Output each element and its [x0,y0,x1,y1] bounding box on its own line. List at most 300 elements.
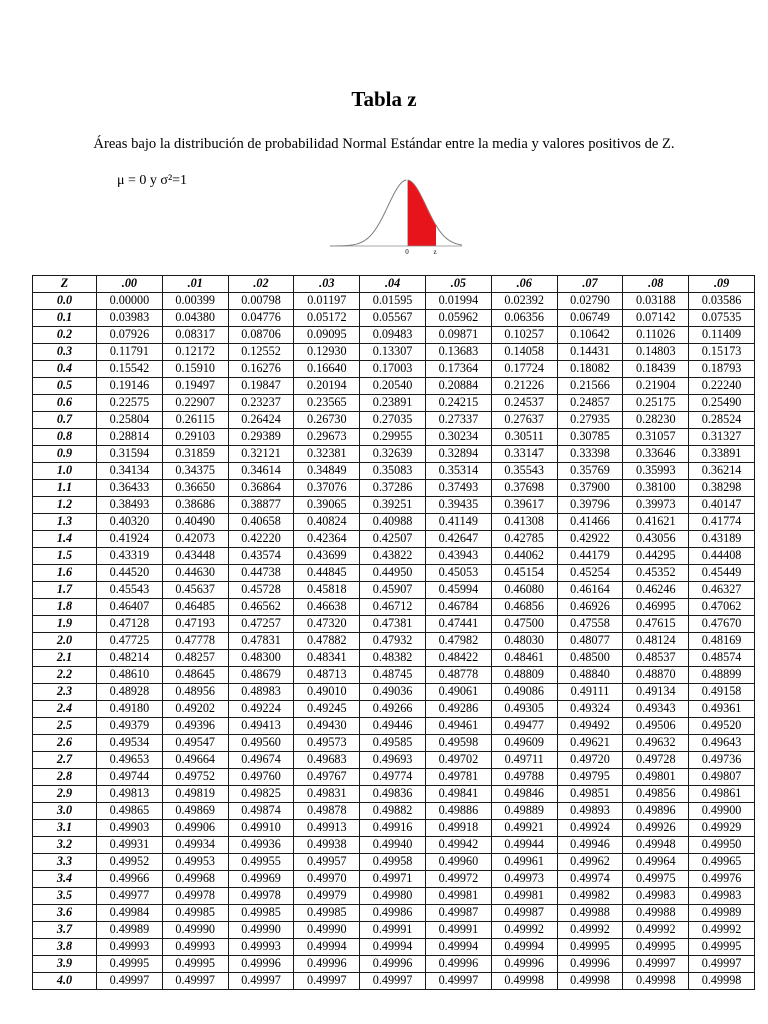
probability-cell: 0.29389 [228,429,294,446]
probability-cell: 0.49994 [294,939,360,956]
probability-cell: 0.49996 [294,956,360,973]
probability-cell: 0.15173 [689,344,755,361]
table-row [33,956,755,973]
distribution-parameters: μ = 0 y σ²=1 [117,173,188,188]
probability-cell: 0.33147 [491,446,557,463]
probability-cell: 0.49964 [623,854,689,871]
table-row [33,344,755,361]
column-header: .03 [294,276,360,293]
probability-cell: 0.49991 [360,922,426,939]
probability-cell: 0.49158 [689,684,755,701]
probability-cell: 0.38493 [97,497,163,514]
z-value-cell: 0.1 [33,310,97,327]
probability-cell: 0.34849 [294,463,360,480]
probability-cell: 0.49931 [97,837,163,854]
probability-cell: 0.48124 [623,633,689,650]
probability-cell: 0.49950 [689,837,755,854]
table-row [33,565,755,582]
probability-cell: 0.40824 [294,514,360,531]
probability-cell: 0.49361 [689,701,755,718]
probability-cell: 0.48257 [162,650,228,667]
z-value-cell: 0.3 [33,344,97,361]
probability-cell: 0.49180 [97,701,163,718]
probability-cell: 0.49744 [97,769,163,786]
probability-cell: 0.48537 [623,650,689,667]
probability-cell: 0.46407 [97,599,163,616]
table-row [33,293,755,310]
probability-cell: 0.48574 [689,650,755,667]
z-value-cell: 0.2 [33,327,97,344]
probability-cell: 0.49461 [425,718,491,735]
probability-cell: 0.49893 [557,803,623,820]
probability-cell: 0.17003 [360,361,426,378]
table-row [33,378,755,395]
probability-cell: 0.48928 [97,684,163,701]
probability-cell: 0.32639 [360,446,426,463]
probability-cell: 0.49987 [425,905,491,922]
probability-cell: 0.43448 [162,548,228,565]
probability-cell: 0.20540 [360,378,426,395]
probability-cell: 0.47982 [425,633,491,650]
probability-cell: 0.19146 [97,378,163,395]
probability-cell: 0.49996 [425,956,491,973]
table-row [33,803,755,820]
probability-cell: 0.16640 [294,361,360,378]
z-value-cell: 1.9 [33,616,97,633]
probability-cell: 0.45637 [162,582,228,599]
probability-cell: 0.33646 [623,446,689,463]
probability-cell: 0.49998 [623,973,689,990]
probability-cell: 0.09095 [294,327,360,344]
probability-cell: 0.49801 [623,769,689,786]
probability-cell: 0.26424 [228,412,294,429]
table-row [33,786,755,803]
probability-cell: 0.49224 [228,701,294,718]
probability-cell: 0.34375 [162,463,228,480]
probability-cell: 0.41466 [557,514,623,531]
probability-cell: 0.41308 [491,514,557,531]
probability-cell: 0.24537 [491,395,557,412]
probability-cell: 0.49982 [557,888,623,905]
probability-cell: 0.49989 [689,905,755,922]
probability-cell: 0.17724 [491,361,557,378]
probability-cell: 0.49379 [97,718,163,735]
probability-cell: 0.49994 [491,939,557,956]
probability-cell: 0.27337 [425,412,491,429]
probability-cell: 0.36214 [689,463,755,480]
probability-cell: 0.47500 [491,616,557,633]
probability-cell: 0.26115 [162,412,228,429]
probability-cell: 0.31327 [689,429,755,446]
probability-cell: 0.44408 [689,548,755,565]
probability-cell: 0.27035 [360,412,426,429]
table-row [33,412,755,429]
probability-cell: 0.49086 [491,684,557,701]
probability-cell: 0.49996 [557,956,623,973]
probability-cell: 0.26730 [294,412,360,429]
probability-cell: 0.49934 [162,837,228,854]
probability-cell: 0.49788 [491,769,557,786]
probability-cell: 0.49861 [689,786,755,803]
probability-cell: 0.49969 [228,871,294,888]
probability-cell: 0.49711 [491,752,557,769]
probability-cell: 0.06356 [491,310,557,327]
probability-cell: 0.49994 [425,939,491,956]
probability-cell: 0.14058 [491,344,557,361]
probability-cell: 0.49981 [425,888,491,905]
probability-cell: 0.49795 [557,769,623,786]
probability-cell: 0.44295 [623,548,689,565]
probability-cell: 0.42647 [425,531,491,548]
probability-cell: 0.46562 [228,599,294,616]
probability-cell: 0.49910 [228,820,294,837]
probability-cell: 0.45994 [425,582,491,599]
probability-cell: 0.03586 [689,293,755,310]
column-header: .08 [623,276,689,293]
probability-cell: 0.46712 [360,599,426,616]
table-row [33,871,755,888]
table-row [33,446,755,463]
probability-cell: 0.49955 [228,854,294,871]
probability-cell: 0.49534 [97,735,163,752]
probability-cell: 0.30511 [491,429,557,446]
z-value-cell: 1.4 [33,531,97,548]
table-row [33,820,755,837]
probability-cell: 0.08706 [228,327,294,344]
probability-cell: 0.49916 [360,820,426,837]
probability-cell: 0.12552 [228,344,294,361]
probability-cell: 0.43319 [97,548,163,565]
z-value-cell: 2.0 [33,633,97,650]
probability-cell: 0.43699 [294,548,360,565]
column-header: .06 [491,276,557,293]
probability-cell: 0.42507 [360,531,426,548]
probability-cell: 0.49430 [294,718,360,735]
probability-cell: 0.47558 [557,616,623,633]
probability-cell: 0.48809 [491,667,557,684]
z-value-cell: 3.1 [33,820,97,837]
probability-cell: 0.15910 [162,361,228,378]
probability-cell: 0.49774 [360,769,426,786]
probability-cell: 0.47778 [162,633,228,650]
probability-cell: 0.49573 [294,735,360,752]
probability-cell: 0.49994 [360,939,426,956]
z-value-cell: 3.3 [33,854,97,871]
table-row [33,599,755,616]
probability-cell: 0.32894 [425,446,491,463]
z-value-cell: 3.4 [33,871,97,888]
probability-cell: 0.49807 [689,769,755,786]
probability-cell: 0.01197 [294,293,360,310]
probability-cell: 0.49989 [97,922,163,939]
z-value-cell: 1.2 [33,497,97,514]
probability-cell: 0.44738 [228,565,294,582]
probability-cell: 0.22575 [97,395,163,412]
probability-cell: 0.31859 [162,446,228,463]
probability-cell: 0.28230 [623,412,689,429]
table-row [33,735,755,752]
probability-cell: 0.49978 [228,888,294,905]
probability-cell: 0.27637 [491,412,557,429]
probability-cell: 0.37900 [557,480,623,497]
table-row [33,633,755,650]
probability-cell: 0.45907 [360,582,426,599]
probability-cell: 0.47725 [97,633,163,650]
probability-cell: 0.47670 [689,616,755,633]
z-value-cell: 2.3 [33,684,97,701]
probability-cell: 0.49998 [491,973,557,990]
probability-cell: 0.35083 [360,463,426,480]
probability-cell: 0.49202 [162,701,228,718]
probability-cell: 0.48300 [228,650,294,667]
probability-cell: 0.49720 [557,752,623,769]
probability-cell: 0.49831 [294,786,360,803]
probability-cell: 0.38100 [623,480,689,497]
probability-cell: 0.11409 [689,327,755,344]
probability-cell: 0.39435 [425,497,491,514]
z-value-cell: 2.2 [33,667,97,684]
page-title: Tabla z [351,87,417,111]
table-row [33,582,755,599]
probability-cell: 0.39796 [557,497,623,514]
table-row [33,718,755,735]
probability-cell: 0.49979 [294,888,360,905]
probability-cell: 0.37698 [491,480,557,497]
probability-cell: 0.49990 [294,922,360,939]
probability-cell: 0.18793 [689,361,755,378]
probability-cell: 0.49585 [360,735,426,752]
z-value-cell: 3.8 [33,939,97,956]
probability-cell: 0.48679 [228,667,294,684]
table-row [33,548,755,565]
probability-cell: 0.08317 [162,327,228,344]
probability-cell: 0.44062 [491,548,557,565]
table-row [33,684,755,701]
probability-cell: 0.49906 [162,820,228,837]
probability-cell: 0.49621 [557,735,623,752]
probability-cell: 0.36864 [228,480,294,497]
probability-cell: 0.49882 [360,803,426,820]
probability-cell: 0.49851 [557,786,623,803]
page-subtitle: Áreas bajo la distribución de probabilidad Normal Estándar entre la media y valores positivos de Z. [93,136,675,152]
probability-cell: 0.49560 [228,735,294,752]
probability-cell: 0.16276 [228,361,294,378]
probability-cell: 0.47615 [623,616,689,633]
z-value-cell: 1.3 [33,514,97,531]
probability-cell: 0.49752 [162,769,228,786]
probability-cell: 0.49985 [162,905,228,922]
table-row [33,939,755,956]
column-header: .02 [228,276,294,293]
probability-cell: 0.49977 [97,888,163,905]
probability-cell: 0.49986 [360,905,426,922]
probability-cell: 0.49996 [360,956,426,973]
probability-cell: 0.41621 [623,514,689,531]
probability-cell: 0.49767 [294,769,360,786]
probability-cell: 0.06749 [557,310,623,327]
probability-cell: 0.15542 [97,361,163,378]
probability-cell: 0.49983 [623,888,689,905]
probability-cell: 0.40988 [360,514,426,531]
probability-cell: 0.41774 [689,514,755,531]
probability-cell: 0.47062 [689,599,755,616]
probability-cell: 0.49944 [491,837,557,854]
probability-cell: 0.11026 [623,327,689,344]
probability-cell: 0.14431 [557,344,623,361]
z-value-cell: 2.6 [33,735,97,752]
column-header-z: Z [33,276,97,293]
probability-cell: 0.49983 [689,888,755,905]
probability-cell: 0.49952 [97,854,163,871]
probability-cell: 0.49974 [557,871,623,888]
probability-cell: 0.49305 [491,701,557,718]
table-row [33,327,755,344]
probability-cell: 0.49995 [689,939,755,956]
probability-cell: 0.49988 [623,905,689,922]
probability-cell: 0.39617 [491,497,557,514]
probability-cell: 0.40658 [228,514,294,531]
probability-cell: 0.35769 [557,463,623,480]
probability-cell: 0.45154 [491,565,557,582]
probability-cell: 0.49976 [689,871,755,888]
probability-cell: 0.49968 [162,871,228,888]
probability-cell: 0.49995 [557,939,623,956]
probability-cell: 0.38686 [162,497,228,514]
probability-cell: 0.49819 [162,786,228,803]
probability-cell: 0.47128 [97,616,163,633]
probability-cell: 0.49942 [425,837,491,854]
probability-cell: 0.48422 [425,650,491,667]
probability-cell: 0.48214 [97,650,163,667]
probability-cell: 0.47831 [228,633,294,650]
probability-cell: 0.49010 [294,684,360,701]
table-row [33,616,755,633]
table-body [33,293,755,990]
probability-cell: 0.46246 [623,582,689,599]
probability-cell: 0.46080 [491,582,557,599]
probability-cell: 0.25175 [623,395,689,412]
probability-cell: 0.23237 [228,395,294,412]
probability-cell: 0.02392 [491,293,557,310]
table-row [33,531,755,548]
probability-cell: 0.27935 [557,412,623,429]
probability-cell: 0.49990 [228,922,294,939]
table-row [33,769,755,786]
probability-cell: 0.40320 [97,514,163,531]
probability-cell: 0.49992 [689,922,755,939]
probability-cell: 0.46164 [557,582,623,599]
z-value-cell: 4.0 [33,973,97,990]
probability-cell: 0.49997 [162,973,228,990]
probability-cell: 0.40490 [162,514,228,531]
probability-cell: 0.28814 [97,429,163,446]
bell-curve [330,180,462,246]
z-value-cell: 3.6 [33,905,97,922]
probability-cell: 0.49981 [491,888,557,905]
probability-cell: 0.12172 [162,344,228,361]
table-row [33,650,755,667]
probability-cell: 0.49997 [425,973,491,990]
probability-cell: 0.46327 [689,582,755,599]
table-row [33,905,755,922]
probability-cell: 0.49997 [623,956,689,973]
probability-cell: 0.49643 [689,735,755,752]
probability-cell: 0.49926 [623,820,689,837]
probability-cell: 0.37286 [360,480,426,497]
probability-cell: 0.47193 [162,616,228,633]
probability-cell: 0.49547 [162,735,228,752]
table-row [33,922,755,939]
probability-cell: 0.49975 [623,871,689,888]
probability-cell: 0.49520 [689,718,755,735]
probability-cell: 0.49998 [557,973,623,990]
probability-cell: 0.45053 [425,565,491,582]
table-row [33,480,755,497]
probability-cell: 0.49948 [623,837,689,854]
z-value-cell: 0.4 [33,361,97,378]
probability-cell: 0.43056 [623,531,689,548]
probability-cell: 0.48341 [294,650,360,667]
probability-cell: 0.17364 [425,361,491,378]
probability-cell: 0.49266 [360,701,426,718]
probability-cell: 0.48461 [491,650,557,667]
probability-cell: 0.49992 [623,922,689,939]
probability-cell: 0.46856 [491,599,557,616]
probability-cell: 0.49993 [228,939,294,956]
probability-cell: 0.49972 [425,871,491,888]
z-value-cell: 2.4 [33,701,97,718]
probability-cell: 0.49988 [557,905,623,922]
probability-cell: 0.00399 [162,293,228,310]
probability-cell: 0.33891 [689,446,755,463]
z-value-cell: 3.2 [33,837,97,854]
probability-cell: 0.39973 [623,497,689,514]
probability-cell: 0.49134 [623,684,689,701]
probability-cell: 0.49856 [623,786,689,803]
probability-cell: 0.49995 [97,956,163,973]
probability-cell: 0.09871 [425,327,491,344]
probability-cell: 0.49960 [425,854,491,871]
z-value-cell: 0.8 [33,429,97,446]
probability-cell: 0.46784 [425,599,491,616]
probability-cell: 0.49702 [425,752,491,769]
probability-cell: 0.00798 [228,293,294,310]
probability-cell: 0.49918 [425,820,491,837]
probability-cell: 0.48645 [162,667,228,684]
probability-cell: 0.29955 [360,429,426,446]
probability-cell: 0.49997 [294,973,360,990]
probability-cell: 0.03188 [623,293,689,310]
probability-cell: 0.42220 [228,531,294,548]
probability-cell: 0.49985 [228,905,294,922]
probability-cell: 0.49924 [557,820,623,837]
probability-cell: 0.36650 [162,480,228,497]
probability-cell: 0.49728 [623,752,689,769]
probability-cell: 0.30785 [557,429,623,446]
probability-cell: 0.44630 [162,565,228,582]
probability-cell: 0.49993 [97,939,163,956]
table-row [33,973,755,990]
table-row [33,395,755,412]
table-row [33,701,755,718]
table-row [33,463,755,480]
table-header-row [33,276,755,293]
column-header: .00 [97,276,163,293]
probability-cell: 0.49324 [557,701,623,718]
probability-cell: 0.07142 [623,310,689,327]
probability-cell: 0.49973 [491,871,557,888]
probability-cell: 0.03983 [97,310,163,327]
